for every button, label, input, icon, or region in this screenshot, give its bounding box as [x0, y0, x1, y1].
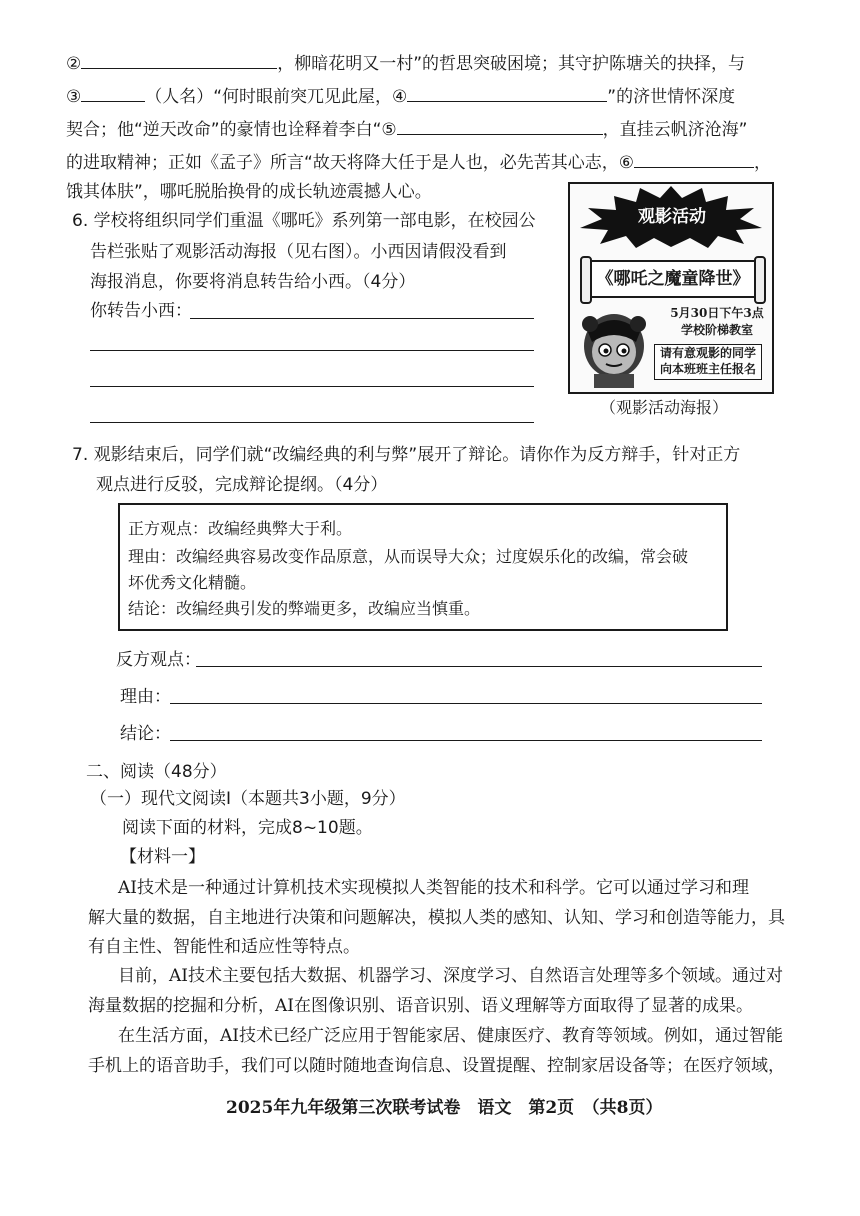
- q5-line-4: 的进取精神；正如《孟子》所言“故天将降大任于是人也，必先苦其心志，⑥ ，: [66, 153, 772, 173]
- negative-view-input-line[interactable]: [196, 666, 762, 667]
- negative-reason-input-line[interactable]: [170, 703, 762, 704]
- q6-prompt-line-3: 海报消息，你要将消息转告给小西。（4分）: [90, 272, 416, 292]
- negative-view-label: 反方观点：: [116, 650, 201, 670]
- q6-answer-label: 你转告小西：: [90, 301, 192, 321]
- negative-reason-label: 理由：: [120, 687, 171, 707]
- q6-answer-line-4[interactable]: [90, 422, 534, 423]
- passage-p3-line-2: 手机上的语音助手，我们可以随时随地查询信息、设置提醒、控制家居设备等；在医疗领域，: [88, 1056, 785, 1076]
- q5-line-1: ② ，柳暗花明又一村”的哲思突破困境；其守护陈塘关的抉择，与: [66, 54, 746, 74]
- movie-poster: [568, 182, 774, 394]
- poster-note-line-2: 向本班班主任报名: [659, 362, 756, 376]
- poster-place: 学校阶梯教室: [680, 323, 753, 337]
- q6-answer-line-3[interactable]: [90, 386, 534, 387]
- answer-blank-5[interactable]: [397, 118, 603, 135]
- q7-prompt-line-2: 观点进行反驳，完成辩论提纲。（4分）: [96, 475, 388, 495]
- poster-signup-note: [654, 344, 762, 380]
- reading-instruction: 阅读下面的材料，完成8~10题。: [122, 818, 373, 838]
- q6-answer-line-1[interactable]: [190, 318, 534, 319]
- answer-blank-2[interactable]: [81, 52, 277, 69]
- page-footer: 2025年九年级第三次联考试卷 语文 第2页 （共8页）: [226, 1098, 663, 1118]
- answer-blank-4[interactable]: [407, 85, 607, 102]
- negative-conclusion-label: 结论：: [120, 724, 171, 744]
- affirmative-reason-1: 理由：改编经典容易改变作品原意，从而误导大众；过度娱乐化的改编，常会破: [128, 547, 689, 566]
- subsection-title: （一）现代文阅读Ⅰ（本题共3小题，9分）: [90, 789, 406, 809]
- q5-line-2: ③ （人名）“何时眼前突兀见此屋，④ ”的济世情怀深度: [66, 87, 736, 107]
- section-title-reading: 二、阅读（48分）: [86, 762, 227, 782]
- debate-outline-box: [118, 503, 728, 631]
- poster-caption: （观影活动海报）: [600, 398, 729, 417]
- poster-note-line-1: 请有意观影的同学: [659, 346, 756, 360]
- poster-movie-title: 《哪吒之魔童降世》: [588, 260, 758, 298]
- passage-p3-line-1: 在生活方面，AI技术已经广泛应用于智能家居、健康医疗、教育等领域。例如，通过智能: [118, 1026, 783, 1046]
- affirmative-reason-2: 坏优秀文化精髓。: [128, 573, 257, 592]
- negative-conclusion-input-line[interactable]: [170, 740, 762, 741]
- poster-banner-text: 观影活动: [638, 207, 706, 227]
- q5-line-5: 饿其体肤”，哪吒脱胎换骨的成长轨迹震撼人心。: [66, 182, 432, 202]
- answer-blank-6[interactable]: [634, 151, 754, 168]
- affirmative-conclusion: 结论：改编经典引发的弊端更多，改编应当慎重。: [128, 599, 481, 618]
- passage-p1-line-1: AI技术是一种通过计算机技术实现模拟人类智能的技术和科学。它可以通过学习和理: [118, 878, 749, 898]
- q6-prompt-line-2: 告栏张贴了观影活动海报（见右图）。小西因请假没看到: [90, 242, 507, 262]
- nezha-character-icon: [574, 302, 654, 388]
- passage-p1-line-2: 解大量的数据，自主地进行决策和问题解决，模拟人类的感知、认知、学习和创造等能力，具: [88, 908, 785, 928]
- poster-time: 5月30日下午3点: [670, 306, 764, 320]
- answer-blank-3[interactable]: [81, 85, 145, 102]
- q7-prompt-line-1: 7. 观影结束后，同学们就“改编经典的利与弊”展开了辩论。请你作为反方辩手，针对正方: [72, 445, 741, 465]
- q5-line-3: 契合；他“逆天改命”的豪情也诠释着李白“⑤ ，直挂云帆济沧海”: [66, 120, 748, 140]
- passage-p1-line-3: 有自主性、智能性和适应性等特点。: [88, 937, 360, 957]
- affirmative-view: 正方观点：改编经典弊大于利。: [128, 519, 353, 538]
- q6-prompt-line-1: 6. 学校将组织同学们重温《哪吒》系列第一部电影，在校园公: [72, 211, 536, 231]
- q6-answer-line-2[interactable]: [90, 350, 534, 351]
- passage-p2-line-2: 海量数据的挖掘和分析，AI在图像识别、语音识别、语义理解等方面取得了显著的成果。: [88, 996, 753, 1016]
- material-one-heading: 【材料一】: [120, 847, 205, 867]
- passage-p2-line-1: 目前，AI技术主要包括大数据、机器学习、深度学习、自然语言处理等多个领域。通过对: [118, 966, 783, 986]
